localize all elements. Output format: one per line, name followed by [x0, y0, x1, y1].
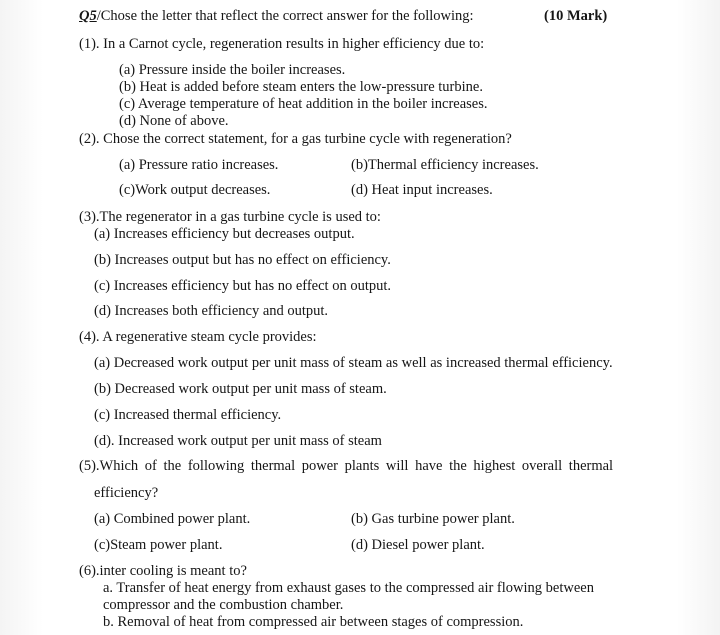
question-heading	[79, 8, 474, 24]
q2-option-b: (b)Thermal efficiency increases.	[351, 157, 539, 173]
question-instruction: /Chose the letter that reflect the correct answer for the following:	[96, 8, 474, 24]
q4-option-a: (a) Decreased work output per unit mass of steam as well as increased thermal efficiency.	[94, 355, 613, 371]
q4-option-b: (b) Decreased work output per unit mass of steam.	[94, 381, 387, 397]
q5-option-b: (b) Gas turbine power plant.	[351, 511, 515, 527]
q3-stem: (3).The regenerator in a gas turbine cycle is used to:	[79, 209, 381, 225]
q6-option-a: a. Transfer of heat energy from exhaust gases to the compressed air flowing between	[103, 580, 594, 596]
q2-option-c: (c)Work output decreases.	[119, 182, 271, 198]
q1-stem: (1). In a Carnot cycle, regeneration results in higher efficiency due to:	[79, 36, 485, 52]
q2-stem: (2). Chose the correct statement, for a gas turbine cycle with regeneration?	[79, 131, 512, 147]
q5-stem: (5).Which of the following thermal power plants will have the highest overall thermal	[79, 458, 614, 474]
q1-option-a: (a) Pressure inside the boiler increases.	[119, 62, 346, 78]
q1-option-c: (c) Average temperature of heat addition in the boiler increases.	[119, 96, 488, 112]
q4-stem: (4). A regenerative steam cycle provides:	[79, 329, 317, 345]
q3-option-c: (c) Increases efficiency but has no effect on output.	[94, 278, 391, 294]
q1-option-d: (d) None of above.	[119, 113, 229, 129]
q5-option-a: (a) Combined power plant.	[94, 511, 251, 527]
q6-option-b: b. Removal of heat from compressed air between stages of compression.	[103, 614, 524, 630]
q2-option-a: (a) Pressure ratio increases.	[119, 157, 279, 173]
marks-label: (10 Mark)	[544, 8, 608, 24]
q5-option-c: (c)Steam power plant.	[94, 537, 223, 553]
q2-option-d: (d) Heat input increases.	[351, 182, 493, 198]
q3-option-a: (a) Increases efficiency but decreases output.	[94, 226, 355, 242]
q4-option-d: (d). Increased work output per unit mass of steam	[94, 433, 382, 449]
q6-option-a-continued: compressor and the combustion chamber.	[103, 597, 344, 613]
q5-option-d: (d) Diesel power plant.	[351, 537, 485, 553]
q6-stem: (6).inter cooling is meant to?	[79, 563, 247, 579]
q4-option-c: (c) Increased thermal efficiency.	[94, 407, 282, 423]
q1-option-b: (b) Heat is added before steam enters the low-pressure turbine.	[119, 79, 483, 95]
q3-option-b: (b) Increases output but has no effect on efficiency.	[94, 252, 391, 268]
q3-option-d: (d) Increases both efficiency and output.	[94, 303, 329, 319]
q5-stem-continued: efficiency?	[94, 485, 159, 501]
question-number: Q5	[79, 8, 97, 24]
